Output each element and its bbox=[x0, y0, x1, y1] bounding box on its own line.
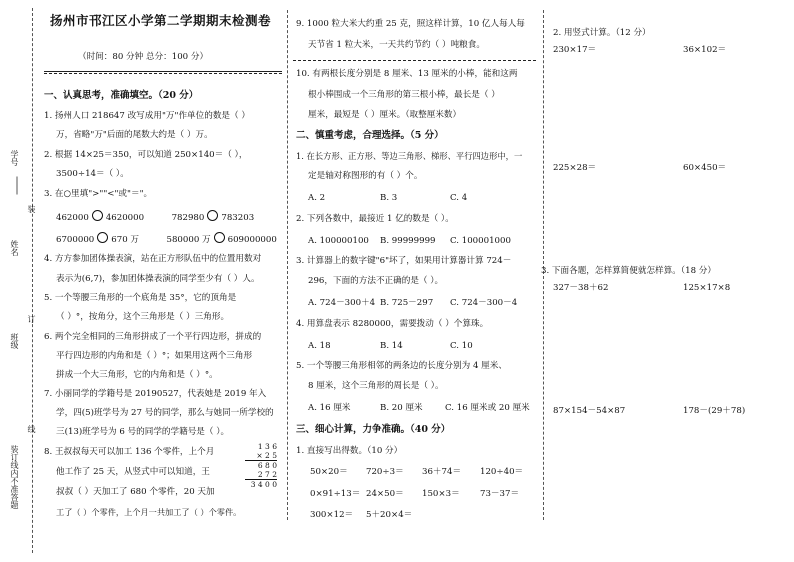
s2-q3-optB: B. 725－297 bbox=[380, 298, 434, 308]
q10-line1: 10. 有两根长度分别是 8 厘米、13 厘米的小棒，能和这两 bbox=[296, 69, 518, 79]
oral-0-0: 50×20＝ bbox=[310, 467, 348, 477]
q5-line1: 5. 一个等腰三角形的一个底角是 35°，它的顶角是 bbox=[44, 293, 237, 303]
simple-calc-4: 178－(29＋78) bbox=[683, 406, 746, 416]
column-divider-2 bbox=[543, 10, 544, 520]
q7-line3: 三(13)班学号为 6 号的同学的学籍号是（ ）。 bbox=[56, 427, 230, 437]
q1-line2: 万，省略"万"后面的尾数大约是（ ）万。 bbox=[56, 130, 213, 140]
section1-heading: 一、认真思考，准确填空。（20 分） bbox=[44, 90, 199, 101]
binding-marker-2: 订 bbox=[27, 315, 36, 323]
oral-0-2: 36＋74＝ bbox=[422, 467, 462, 477]
binding-label-note: 装订线内不准答题 bbox=[10, 445, 19, 509]
q3-text: 3. 在○里填">""<"或"＝"。 bbox=[44, 189, 153, 199]
oral-1-3: 73－37＝ bbox=[480, 489, 520, 499]
binding-label-xuehao: 学号 bbox=[10, 150, 19, 166]
s2-q1-optA: A. 2 bbox=[308, 193, 326, 203]
s3-sub3: 3. 下面各题，怎样算简便就怎样算。（18 分） bbox=[541, 266, 716, 276]
title-rule bbox=[44, 71, 282, 72]
s2-q5-optB: B. 20 厘米 bbox=[380, 403, 423, 413]
q9-line2: 天节省 1 粒大米，一天共约节约（ ）吨粮食。 bbox=[308, 40, 485, 50]
s2-q4-optB: B. 14 bbox=[380, 341, 403, 351]
q1-line1: 1. 扬州人口 218647 改写成用"万"作单位的数是（ ） bbox=[44, 111, 250, 121]
s2-q2-optA: A. 100000100 bbox=[308, 236, 369, 246]
s2-q3-optC: C. 724－300－4 bbox=[450, 298, 518, 308]
vertical-calc-2: 36×102＝ bbox=[683, 45, 727, 55]
q8-line2: 他工作了 25 天，从竖式中可以知道，王 bbox=[56, 467, 210, 477]
simple-calc-1: 327－38＋62 bbox=[553, 283, 609, 293]
q8-line4: 工了（ ）个零件，上个月一共加工了（ ）个零件。 bbox=[56, 507, 242, 517]
q3-row1: 462000 4620000 782980 783203 bbox=[56, 210, 254, 223]
simple-calc-3: 87×154－54×87 bbox=[553, 406, 626, 416]
q9-line1: 9. 1000 粒大米大约重 25 克，照这样计算，10 亿人每人每 bbox=[296, 19, 525, 29]
q4-line1: 4. 方方参加团体操表演，站在正方形队伍中的位置用数对 bbox=[44, 254, 262, 264]
s2-q1-line1: 1. 在长方形、正方形、等边三角形、梯形、平行四边形中，一 bbox=[296, 151, 523, 161]
s2-q4-optA: A. 18 bbox=[308, 341, 331, 351]
s2-q1-optC: C. 4 bbox=[450, 193, 468, 203]
compare-circle bbox=[92, 210, 103, 221]
page-subtitle: （时间：80 分钟 总分：100 分） bbox=[78, 52, 209, 62]
vertical-calc-3: 225×28＝ bbox=[553, 163, 597, 173]
q6-line2: 平行四边形的内角和是（ ）°；如果用这两个三角形 bbox=[56, 351, 253, 361]
s3-sub2: 2. 用竖式计算。（12 分） bbox=[553, 28, 651, 38]
simple-calc-2: 125×17×8 bbox=[683, 283, 731, 293]
binding-marker-3: 线 bbox=[27, 425, 36, 433]
s2-q1-optB: B. 3 bbox=[380, 193, 398, 203]
binding-strip-line bbox=[32, 8, 33, 553]
binding-label-banji: 班级 bbox=[10, 333, 19, 349]
oral-1-0: 0×91÷13＝ bbox=[310, 489, 361, 499]
oral-0-1: 720÷3＝ bbox=[366, 467, 404, 477]
page-title: 扬州市邗江区小学第二学期期末检测卷 bbox=[50, 13, 272, 28]
q6-line3: 拼成一个大三角形，它的内角和是（ ）°。 bbox=[56, 370, 218, 380]
section2-heading: 二、慎重考虑，合理选择。（5 分） bbox=[296, 130, 444, 141]
q7-line1: 7. 小丽同学的学籍号是 20190527，代表她是 2019 年入 bbox=[44, 389, 267, 399]
q4-line2: 表示为(6,7)，参加团体操表演的同学至少有（ ）人。 bbox=[56, 274, 260, 284]
s2-q5-line1: 5. 一个等腰三角形相邻的两条边的长度分别为 4 厘米、 bbox=[296, 361, 507, 371]
q2-line2: 3500÷14＝（ ）。 bbox=[56, 169, 129, 179]
vertical-calc-1: 230×17＝ bbox=[553, 45, 597, 55]
s2-q3-optA: A. 724－300＋4 bbox=[308, 298, 376, 308]
compare-circle bbox=[97, 232, 108, 243]
oral-1-2: 150×3＝ bbox=[422, 489, 460, 499]
q5-line2: （ ）°，按角分，这个三角形是（ ）三角形。 bbox=[56, 312, 230, 322]
q2-line1: 2. 根据 14×25＝350，可以知道 250×140＝（ ）， bbox=[44, 150, 248, 160]
vertical-calc-4: 60×450＝ bbox=[683, 163, 727, 173]
s2-q1-line2: 定是轴对称图形的有（ ）个。 bbox=[308, 171, 423, 181]
s2-q3-line2: 296，下面的方法不正确的是（ ）。 bbox=[308, 276, 444, 286]
s2-q5-optA: A. 16 厘米 bbox=[308, 403, 351, 413]
binding-label-xingming: 姓名 bbox=[10, 240, 19, 256]
oral-0-3: 120÷40＝ bbox=[480, 467, 524, 477]
oral-2-1: 5＋20×4＝ bbox=[366, 510, 413, 520]
s2-q2-optB: B. 99999999 bbox=[380, 236, 436, 246]
compare-circle bbox=[214, 232, 225, 243]
binding-marker-1: 装 bbox=[27, 205, 36, 213]
s2-q3-line1: 3. 计算器上的数字键"6"坏了，如果用计算器计算 724－ bbox=[296, 256, 512, 266]
oral-2-0: 300×12＝ bbox=[310, 510, 354, 520]
q7-line2: 学，四(5)班学号为 27 号的同学，那么与她同一所学校的 bbox=[56, 408, 274, 418]
s2-q2-optC: C. 100001000 bbox=[450, 236, 511, 246]
oral-1-1: 24×50＝ bbox=[366, 489, 404, 499]
section3-heading: 三、细心计算，力争准确。（40 分） bbox=[296, 424, 451, 435]
s3-sub1: 1. 直接写出得数。（10 分） bbox=[296, 446, 403, 456]
q3-row2: 6700000 670 万 580000 万 609000000 bbox=[56, 232, 277, 245]
s2-q5-line2: 8 厘米，这个三角形的周长是（ ）。 bbox=[308, 381, 444, 391]
q10-line2: 根小棒围成一个三角形的第三根小棒，最长是（ ） bbox=[308, 90, 500, 100]
s2-q5-optC: C. 16 厘米或 20 厘米 bbox=[445, 403, 530, 413]
column-divider-1 bbox=[287, 10, 288, 520]
s2-q4-optC: C. 10 bbox=[450, 341, 473, 351]
q8-line3: 叔叔（ ）天加工了 680 个零件，20 天加 bbox=[56, 487, 215, 497]
q6-line1: 6. 两个完全相同的三角形拼成了一个平行四边形，拼成的 bbox=[44, 332, 262, 342]
compare-circle bbox=[207, 210, 218, 221]
s2-q2: 2. 下列各数中，最接近 1 亿的数是（ ）。 bbox=[296, 214, 454, 224]
q8-line1: 8. 王叔叔每天可以加工 136 个零件，上个月 bbox=[44, 447, 215, 457]
vertical-multiplication: 1 3 6 × 2 5 6 8 0 2 7 2 3 4 0 0 bbox=[245, 442, 277, 489]
s2-q4: 4. 用算盘表示 8280000，需要拨动（ ）个算珠。 bbox=[296, 319, 489, 329]
q10-line3: 厘米，最短是（ ）厘米。（取整厘米数） bbox=[308, 110, 462, 120]
